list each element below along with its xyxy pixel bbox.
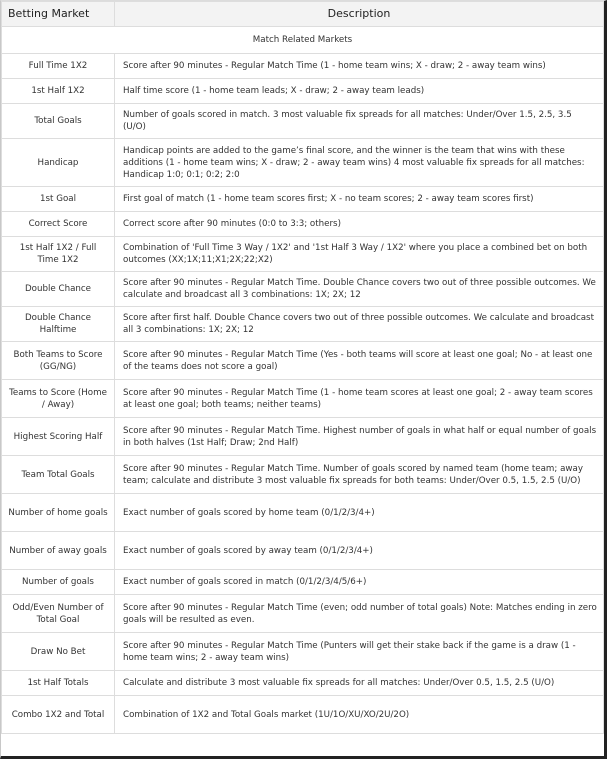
market-name: Correct Score — [2, 212, 115, 237]
table-row — [2, 671, 604, 696]
market-description: Calculate and distribute 3 most valuable fix spreads for all matches: Under/Over 0.5, 1.5, 2.5 (U/O) — [115, 671, 604, 696]
market-description: Score after 90 minutes - Regular Match Time (Yes - both teams will score at least one goal; No - at least one of the teams does not score a goal) — [115, 342, 604, 380]
table-row — [2, 237, 604, 272]
market-name: Both Teams to Score (GG/NG) — [2, 342, 115, 380]
market-description: Score after 90 minutes - Regular Match Time (1 - home team wins; X - draw; 2 - away team wins) — [115, 54, 604, 79]
market-name: Teams to Score (Home / Away) — [2, 380, 115, 418]
market-description: Score after 90 minutes - Regular Match Time. Number of goals scored by named team (home team; away team; calculate and distribute 3 most valuable fix spreads for both teams: Under/Over 0.5, 1.5, 2.5 (U/O) — [115, 456, 604, 494]
betting-markets-table — [1, 1, 604, 734]
table-row — [2, 187, 604, 212]
table-row — [2, 307, 604, 342]
market-name: 1st Half Totals — [2, 671, 115, 696]
market-name: 1st Half 1X2 — [2, 79, 115, 104]
market-name: Combo 1X2 and Total — [2, 696, 115, 734]
market-description: Exact number of goals scored by home team (0/1/2/3/4+) — [115, 494, 604, 532]
table-row — [2, 139, 604, 187]
table-row — [2, 570, 604, 595]
market-description: Half time score (1 - home team leads; X - draw; 2 - away team leads) — [115, 79, 604, 104]
table-row — [2, 342, 604, 380]
market-name: Total Goals — [2, 104, 115, 139]
market-description: Combination of 1X2 and Total Goals market (1U/1O/XU/XO/2U/2O) — [115, 696, 604, 734]
market-name: Full Time 1X2 — [2, 54, 115, 79]
table-row — [2, 380, 604, 418]
table-row — [2, 272, 604, 307]
market-name: 1st Goal — [2, 187, 115, 212]
table-row — [2, 212, 604, 237]
market-description: Correct score after 90 minutes (0:0 to 3:3; others) — [115, 212, 604, 237]
market-description: Exact number of goals scored by away team (0/1/2/3/4+) — [115, 532, 604, 570]
market-description: Combination of 'Full Time 3 Way / 1X2' and '1st Half 3 Way / 1X2' where you place a combined bet on both outcomes (XX;1X;11;X1;2X;22;X2) — [115, 237, 604, 272]
table-row — [2, 79, 604, 104]
market-name: Odd/Even Number of Total Goal — [2, 595, 115, 633]
market-name: 1st Half 1X2 / Full Time 1X2 — [2, 237, 115, 272]
table-row — [2, 104, 604, 139]
header-description: Description — [115, 2, 604, 27]
market-description: Score after 90 minutes - Regular Match Time (Punters will get their stake back if the game is a draw (1 - home team wins; 2 - away team wins) — [115, 633, 604, 671]
market-name: Handicap — [2, 139, 115, 187]
table-row — [2, 532, 604, 570]
market-description: Score after 90 minutes - Regular Match Time. Double Chance covers two out of three possible outcomes. We calculate and broadcast all 3 combinations: 1X; 2X; 12 — [115, 272, 604, 307]
section-row — [2, 27, 604, 54]
table-header-row — [2, 2, 604, 27]
market-description: Score after 90 minutes - Regular Match Time (1 - home team scores at least one goal; 2 - away team scores at least one goal; both teams; neither teams) — [115, 380, 604, 418]
market-description: First goal of match (1 - home team scores first; X - no team scores; 2 - away team scores first) — [115, 187, 604, 212]
table-row — [2, 696, 604, 734]
header-betting-market: Betting Market — [2, 2, 115, 27]
market-name: Number of goals — [2, 570, 115, 595]
market-description: Number of goals scored in match. 3 most valuable fix spreads for all matches: Under/Over 1.5, 2.5, 3.5 (U/O) — [115, 104, 604, 139]
market-description: Score after 90 minutes - Regular Match Time (even; odd number of total goals) Note: Matches ending in zero goals will be resulted as even. — [115, 595, 604, 633]
market-name: Number of home goals — [2, 494, 115, 532]
table-row — [2, 494, 604, 532]
market-name: Draw No Bet — [2, 633, 115, 671]
table-row — [2, 633, 604, 671]
table-row — [2, 595, 604, 633]
market-description: Handicap points are added to the game’s final score, and the winner is the team that wins with these additions (1 - home team wins; X - draw; 2 - away team wins) 4 most valuable fix spreads for all matches: Handicap 1:0; 0:1; 0:2; 2:0 — [115, 139, 604, 187]
section-title: Match Related Markets — [2, 27, 604, 54]
market-description: Score after 90 minutes - Regular Match Time. Highest number of goals in what half or equal number of goals in both halves (1st Half; Draw; 2nd Half) — [115, 418, 604, 456]
market-description: Exact number of goals scored in match (0/1/2/3/4/5/6+) — [115, 570, 604, 595]
market-name: Team Total Goals — [2, 456, 115, 494]
table-row — [2, 418, 604, 456]
market-description: Score after first half. Double Chance covers two out of three possible outcomes. We calculate and broadcast all 3 combinations: 1X; 2X; 12 — [115, 307, 604, 342]
market-name: Double Chance Halftime — [2, 307, 115, 342]
table-row — [2, 456, 604, 494]
market-name: Highest Scoring Half — [2, 418, 115, 456]
market-name: Number of away goals — [2, 532, 115, 570]
table-row — [2, 54, 604, 79]
market-name: Double Chance — [2, 272, 115, 307]
